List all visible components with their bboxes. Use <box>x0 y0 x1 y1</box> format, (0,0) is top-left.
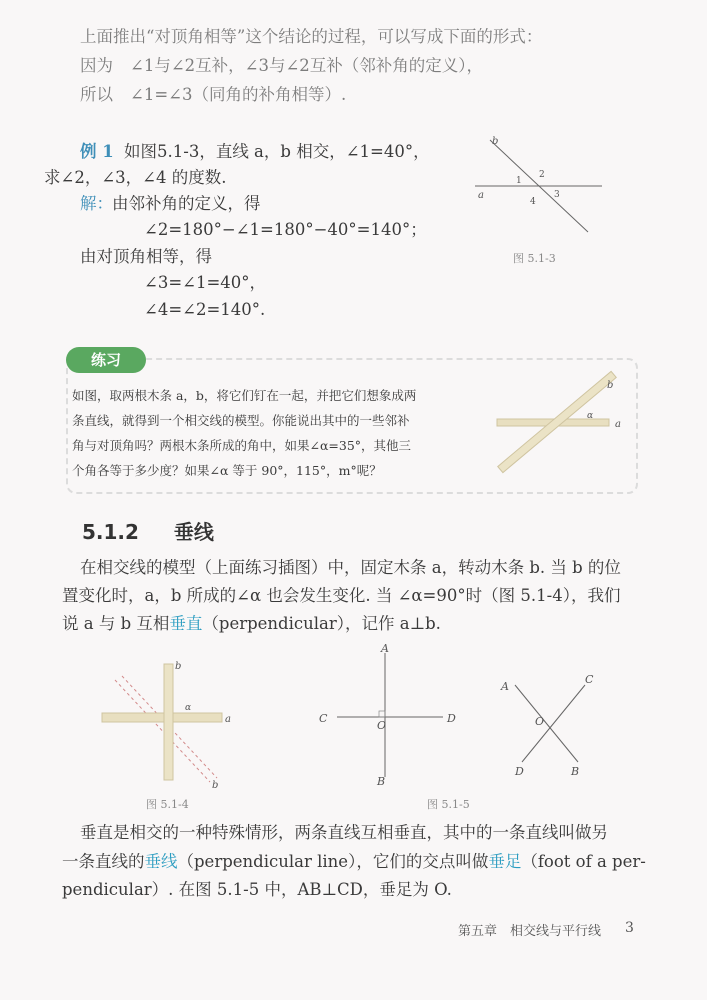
paragraph-line: 垂直是相交的一种特殊情形，两条直线互相垂直，其中的一条直线叫做另 <box>80 823 608 842</box>
angle-2-label: 2 <box>539 170 545 180</box>
chapter-footer: 第五章 相交线与平行线 <box>458 924 602 939</box>
text: 说 a 与 b 互相 <box>62 614 170 633</box>
section-heading <box>82 516 214 545</box>
paragraph-line: pendicular）. 在图 5.1-5 中，AB⊥CD，垂足为 O. <box>62 880 452 899</box>
page-number: 3 <box>625 920 634 936</box>
strip-b-label: b <box>607 380 614 391</box>
solution-line: 由邻补角的定义，得 <box>112 194 261 213</box>
figure-caption: 图 5.1-3 <box>513 252 556 265</box>
rotated-b-label: b <box>212 780 219 791</box>
equation: ∠2=180°−∠1=180°−40°=140°； <box>144 220 427 239</box>
intro-line: 上面推出“对顶角相等”这个结论的过程，可以写成下面的形式： <box>80 27 543 46</box>
point-a-label: A <box>381 642 389 655</box>
figure-caption: 图 5.1-4 <box>146 798 189 811</box>
point-d-label: D <box>447 712 456 725</box>
figure-caption: 图 5.1-5 <box>427 798 470 811</box>
equation: ∠4=∠2=140°. <box>144 300 266 319</box>
practice-line: 角与对顶角吗？两根木条所成的角中，如果∠α=35°，其他三 <box>72 438 412 453</box>
figure-5-1-5 <box>315 642 635 788</box>
example-label: 例 1 <box>80 142 114 161</box>
angle-1-label: 1 <box>516 176 522 186</box>
point-o-label: O <box>377 719 387 732</box>
text: （perpendicular），记作 a⊥b. <box>202 614 441 633</box>
wood-strips-figure <box>495 380 635 470</box>
text: （perpendicular line），它们的交点叫做 <box>177 852 489 871</box>
equation: ∠3=∠1=40°， <box>144 273 267 292</box>
figure-5-1-3 <box>470 135 610 245</box>
point-b-label: B <box>377 775 386 788</box>
point-b-label: B <box>571 765 580 778</box>
practice-line: 个角各等于多少度？如果∠α 等于 90°，115°，m°呢？ <box>72 463 382 478</box>
strip-a-label: a <box>615 419 621 430</box>
line-b-label: b <box>492 136 499 147</box>
practice-badge: 练习 <box>66 347 146 373</box>
angle-3-label: 3 <box>554 190 560 200</box>
example-line: 如图5.1-3，直线 a，b 相交，∠1=40°， <box>124 142 430 161</box>
point-o-label: O <box>535 715 545 728</box>
so-label: 所以 <box>80 85 113 104</box>
paragraph-line: 置变化时，a，b 所成的∠α 也会发生变化. 当 ∠α=90°时（图 5.1-4），我们 <box>62 586 621 605</box>
practice-line: 条直线，就得到一个相交线的模型。你能说出其中的一些邻补 <box>72 413 410 428</box>
text: 一条直线的 <box>62 852 145 871</box>
practice-line: 如图，取两根木条 a，b，将它们钉在一起，并把它们想象成两 <box>72 388 417 403</box>
strip-a-label: a <box>225 714 231 725</box>
because-label: 因为 <box>80 56 113 75</box>
figure-5-1-4 <box>100 660 240 790</box>
paragraph-line <box>62 613 441 635</box>
paragraph-line: 在相交线的模型（上面练习插图）中，固定木条 a，转动木条 b. 当 b 的位 <box>80 558 621 577</box>
point-d-label: D <box>515 765 524 778</box>
solution-line: 由对顶角相等，得 <box>80 247 212 266</box>
because-text: ∠1与∠2互补，∠3与∠2互补（邻补角的定义）， <box>130 56 484 75</box>
term-foot: 垂足 <box>488 852 522 871</box>
line-a-label: a <box>478 190 484 201</box>
text: （foot of a per- <box>521 852 646 871</box>
point-c-label: C <box>585 673 594 686</box>
example-line: 求∠2，∠3，∠4 的度数. <box>44 168 227 187</box>
paragraph-line <box>62 851 646 873</box>
alpha-label: α <box>185 703 192 713</box>
solution-label: 解： <box>80 194 113 213</box>
section-title: 垂线 <box>173 520 214 544</box>
alpha-label: α <box>587 411 594 421</box>
point-c-label: C <box>319 712 328 725</box>
section-number: 5.1.2 <box>82 520 139 544</box>
strip-b-label: b <box>175 661 182 672</box>
term-perpendicular-line: 垂线 <box>144 852 178 871</box>
angle-4-label: 4 <box>530 197 536 207</box>
point-a-label: A <box>501 680 509 693</box>
so-text: ∠1=∠3（同角的补角相等）. <box>130 85 347 104</box>
term-perpendicular: 垂直 <box>169 614 203 633</box>
